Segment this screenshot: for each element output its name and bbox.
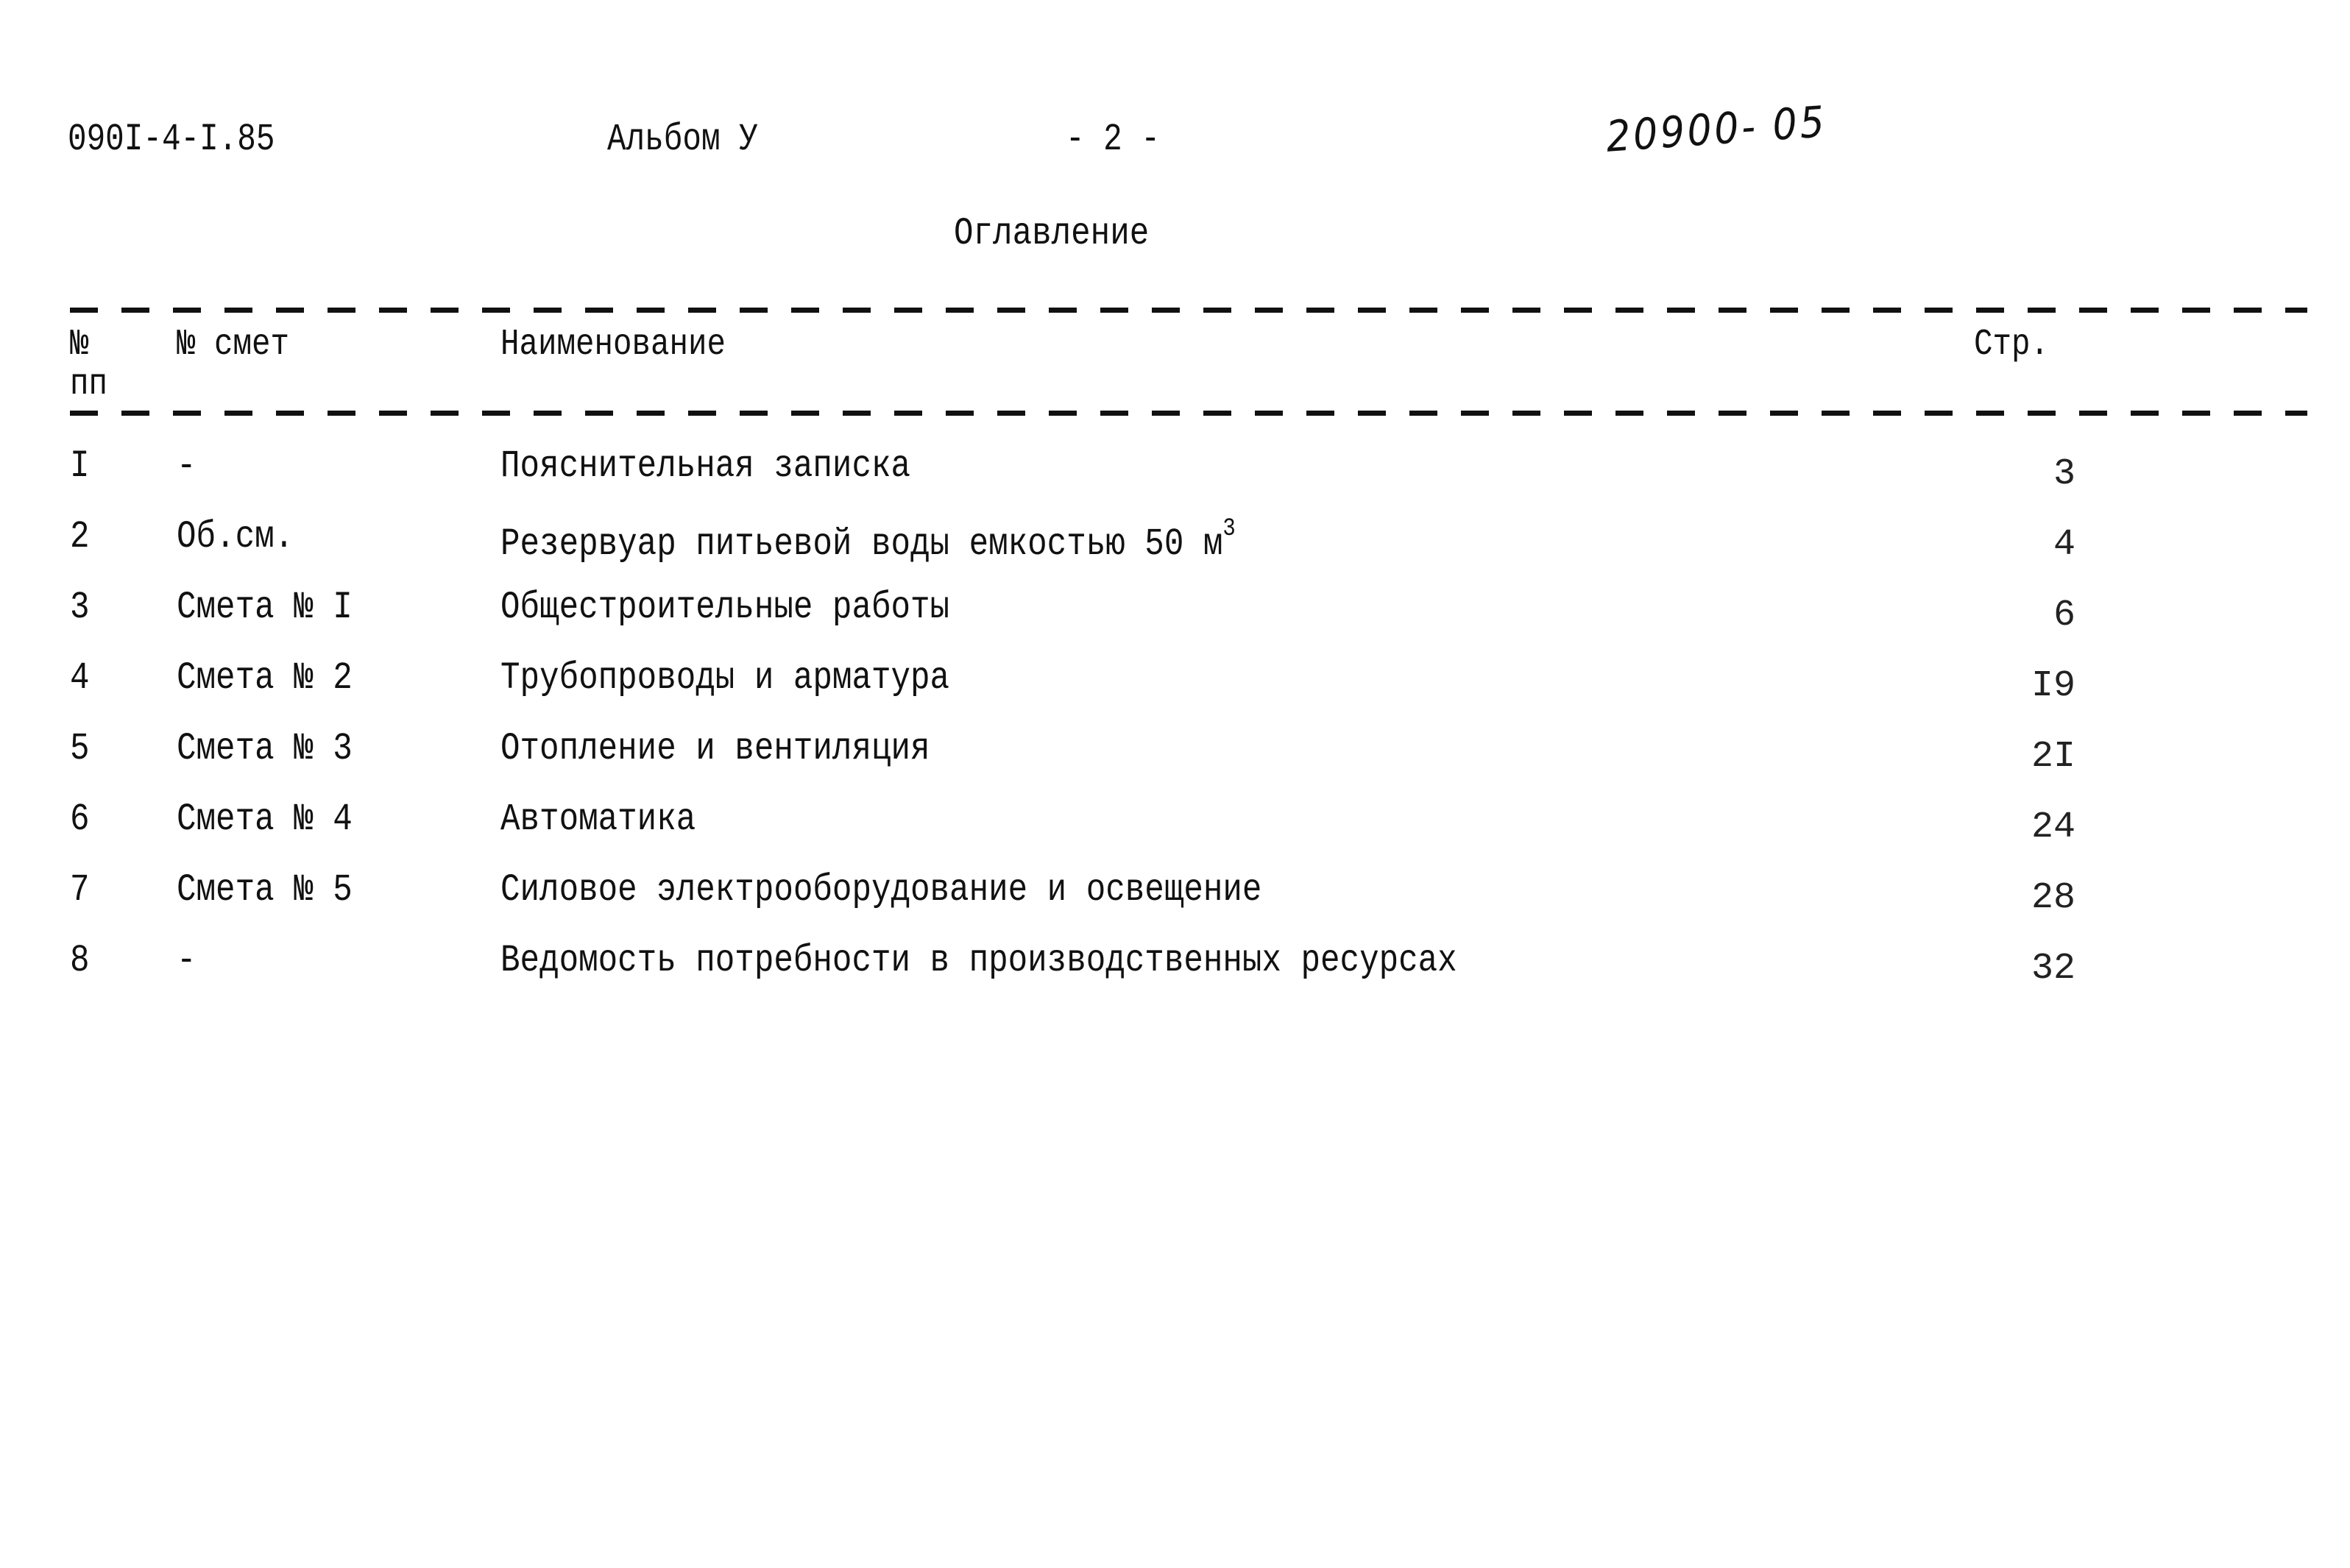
row-name: Трубопроводы и арматура — [500, 656, 950, 700]
row-estimate: - — [177, 939, 197, 982]
column-header-page: Стр. — [1974, 324, 2050, 366]
column-header-number: № — [70, 324, 89, 366]
row-name: Ведомость потребности в производственных ресурсах — [500, 939, 1457, 982]
row-name: Резервуар питьевой воды емкостью 50 $м^3$ — [500, 515, 1236, 566]
header-top-divider — [70, 308, 2307, 313]
table-row — [0, 586, 2350, 652]
superscript-cubic: 3 — [1222, 515, 1236, 543]
row-estimate: Об.см. — [177, 515, 294, 558]
row-name: Отопление и вентиляция — [500, 727, 930, 770]
row-name: Силовое электрооборудование и освещение — [500, 868, 1262, 912]
document-code: 090I-4-I.85 — [68, 118, 275, 161]
table-row — [0, 798, 2350, 864]
row-page: 2I — [2031, 736, 2075, 778]
row-page: 3 — [2053, 453, 2075, 495]
row-estimate: Смета № 4 — [177, 798, 353, 841]
row-page: 24 — [2031, 806, 2075, 848]
row-number: 7 — [70, 868, 90, 912]
handwritten-registration-number: 20900- 05 — [1604, 96, 1829, 162]
row-estimate: Смета № I — [177, 586, 353, 629]
row-estimate: Смета № 5 — [177, 868, 353, 912]
row-number: 4 — [70, 656, 90, 700]
row-estimate: Смета № 3 — [177, 727, 353, 770]
row-page: 28 — [2031, 877, 2075, 919]
table-row — [0, 939, 2350, 1005]
page-title: Оглавление — [954, 212, 1150, 255]
row-page: I9 — [2031, 665, 2075, 707]
column-header-name: Наименование — [500, 324, 726, 366]
row-number: 5 — [70, 727, 90, 770]
row-number: 8 — [70, 939, 90, 982]
table-row — [0, 868, 2350, 934]
row-page: 32 — [2031, 948, 2075, 990]
row-name: Пояснительная записка — [500, 444, 911, 488]
column-header-number-line2: пп — [70, 363, 108, 405]
table-row — [0, 515, 2350, 581]
row-page: 4 — [2053, 524, 2075, 566]
row-number: I — [70, 444, 90, 488]
table-row — [0, 656, 2350, 723]
row-page: 6 — [2053, 595, 2075, 636]
column-header-estimate: № смет — [177, 324, 290, 366]
table-row — [0, 444, 2350, 511]
row-number: 2 — [70, 515, 90, 558]
row-estimate: Смета № 2 — [177, 656, 353, 700]
table-row — [0, 727, 2350, 793]
page-number: - 2 - — [1066, 118, 1160, 161]
header-bottom-divider — [70, 411, 2307, 416]
row-number: 6 — [70, 798, 90, 841]
row-name: Автоматика — [500, 798, 696, 841]
row-estimate: - — [177, 444, 197, 488]
row-name: Общестроительные работы — [500, 586, 950, 629]
album-label: Альбом У — [607, 118, 758, 161]
row-number: 3 — [70, 586, 90, 629]
